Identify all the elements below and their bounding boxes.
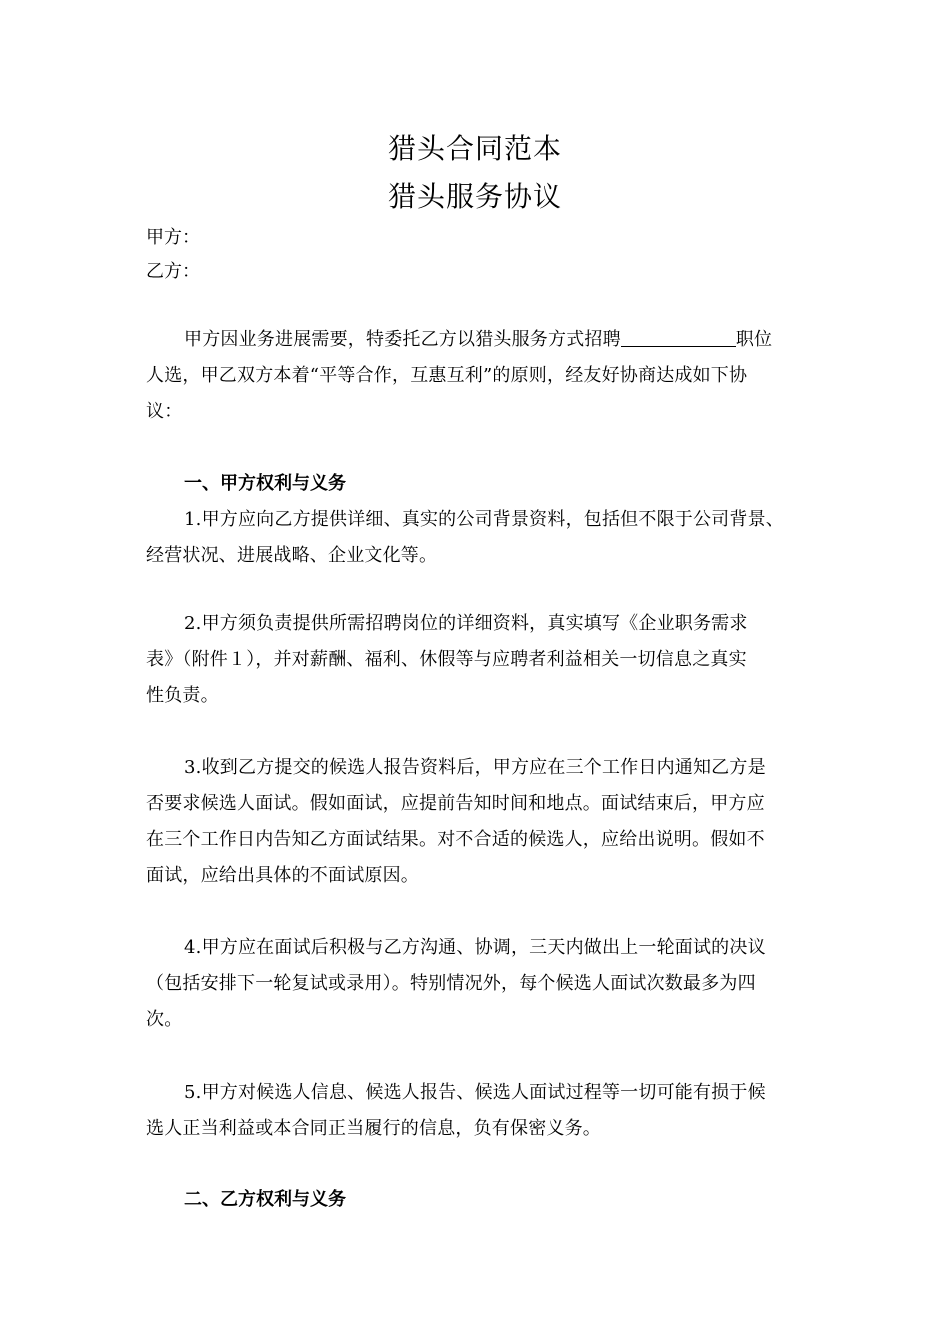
clause-3 xyxy=(146,750,816,894)
clause-4 xyxy=(146,930,816,1038)
position-blank-field xyxy=(621,328,736,347)
clause-2-line-1: 2.甲方须负责提供所需招聘岗位的详细资料，真实填写《企业职务需求 xyxy=(184,613,748,634)
clause-5-line-1: 5.甲方对候选人信息、候选人报告、候选人面试过程等一切可能有损于候 xyxy=(184,1082,766,1103)
section-2-heading: 二、乙方权利与义务 xyxy=(184,1189,346,1210)
clause-3-line-2: 否要求候选人面试。假如面试，应提前告知时间和地点。面试结束后，甲方应 xyxy=(146,793,765,814)
intro-paragraph xyxy=(146,322,816,430)
party-a-label: 甲方： xyxy=(146,227,200,248)
clause-1-line-1: 1.甲方应向乙方提供详细、真实的公司背景资料，包括但不限于公司背景、 xyxy=(184,509,784,530)
clause-2 xyxy=(146,606,816,714)
clause-4-line-3: 次。 xyxy=(146,1009,183,1030)
intro-line-1-suffix: 职位 xyxy=(735,329,773,350)
clause-5 xyxy=(146,1075,816,1147)
intro-line-1-text: 甲方因业务进展需要，特委托乙方以猎头服务方式招聘 xyxy=(184,329,621,350)
clause-5-line-2: 选人正当利益或本合同正当履行的信息，负有保密义务。 xyxy=(146,1118,601,1139)
intro-line-2: 人选，甲乙双方本着“平等合作，互惠互利”的原则，经友好协商达成如下协 xyxy=(146,365,748,386)
clause-1-line-2: 经营状况、进展战略、企业文化等。 xyxy=(146,545,438,566)
intro-line-3: 议： xyxy=(146,401,183,422)
clause-1 xyxy=(146,502,816,574)
party-b-label: 乙方： xyxy=(146,261,200,282)
section-1-heading: 一、甲方权利与义务 xyxy=(184,473,346,494)
clause-2-line-3: 性负责。 xyxy=(146,685,219,706)
clause-3-line-4: 面试，应给出具体的不面试原因。 xyxy=(146,865,419,886)
clause-2-line-2: 表》（附件１），并对薪酬、福利、休假等与应聘者利益相关一切信息之真实 xyxy=(146,649,747,670)
document-title: 猎头合同范本 xyxy=(387,132,562,165)
clause-4-line-2: （包括安排下一轮复试或录用）。特别情况外，每个候选人面试次数最多为四 xyxy=(146,973,756,994)
clause-3-line-1: 3.收到乙方提交的候选人报告资料后，甲方应在三个工作日内通知乙方是 xyxy=(184,757,766,778)
clause-4-line-1: 4.甲方应在面试后积极与乙方沟通、协调，三天内做出上一轮面试的决议 xyxy=(184,937,766,958)
clause-3-line-3: 在三个工作日内告知乙方面试结果。对不合适的候选人，应给出说明。假如不 xyxy=(146,829,765,850)
intro-line-1 xyxy=(146,322,816,358)
document-subtitle: 猎头服务协议 xyxy=(387,180,562,213)
